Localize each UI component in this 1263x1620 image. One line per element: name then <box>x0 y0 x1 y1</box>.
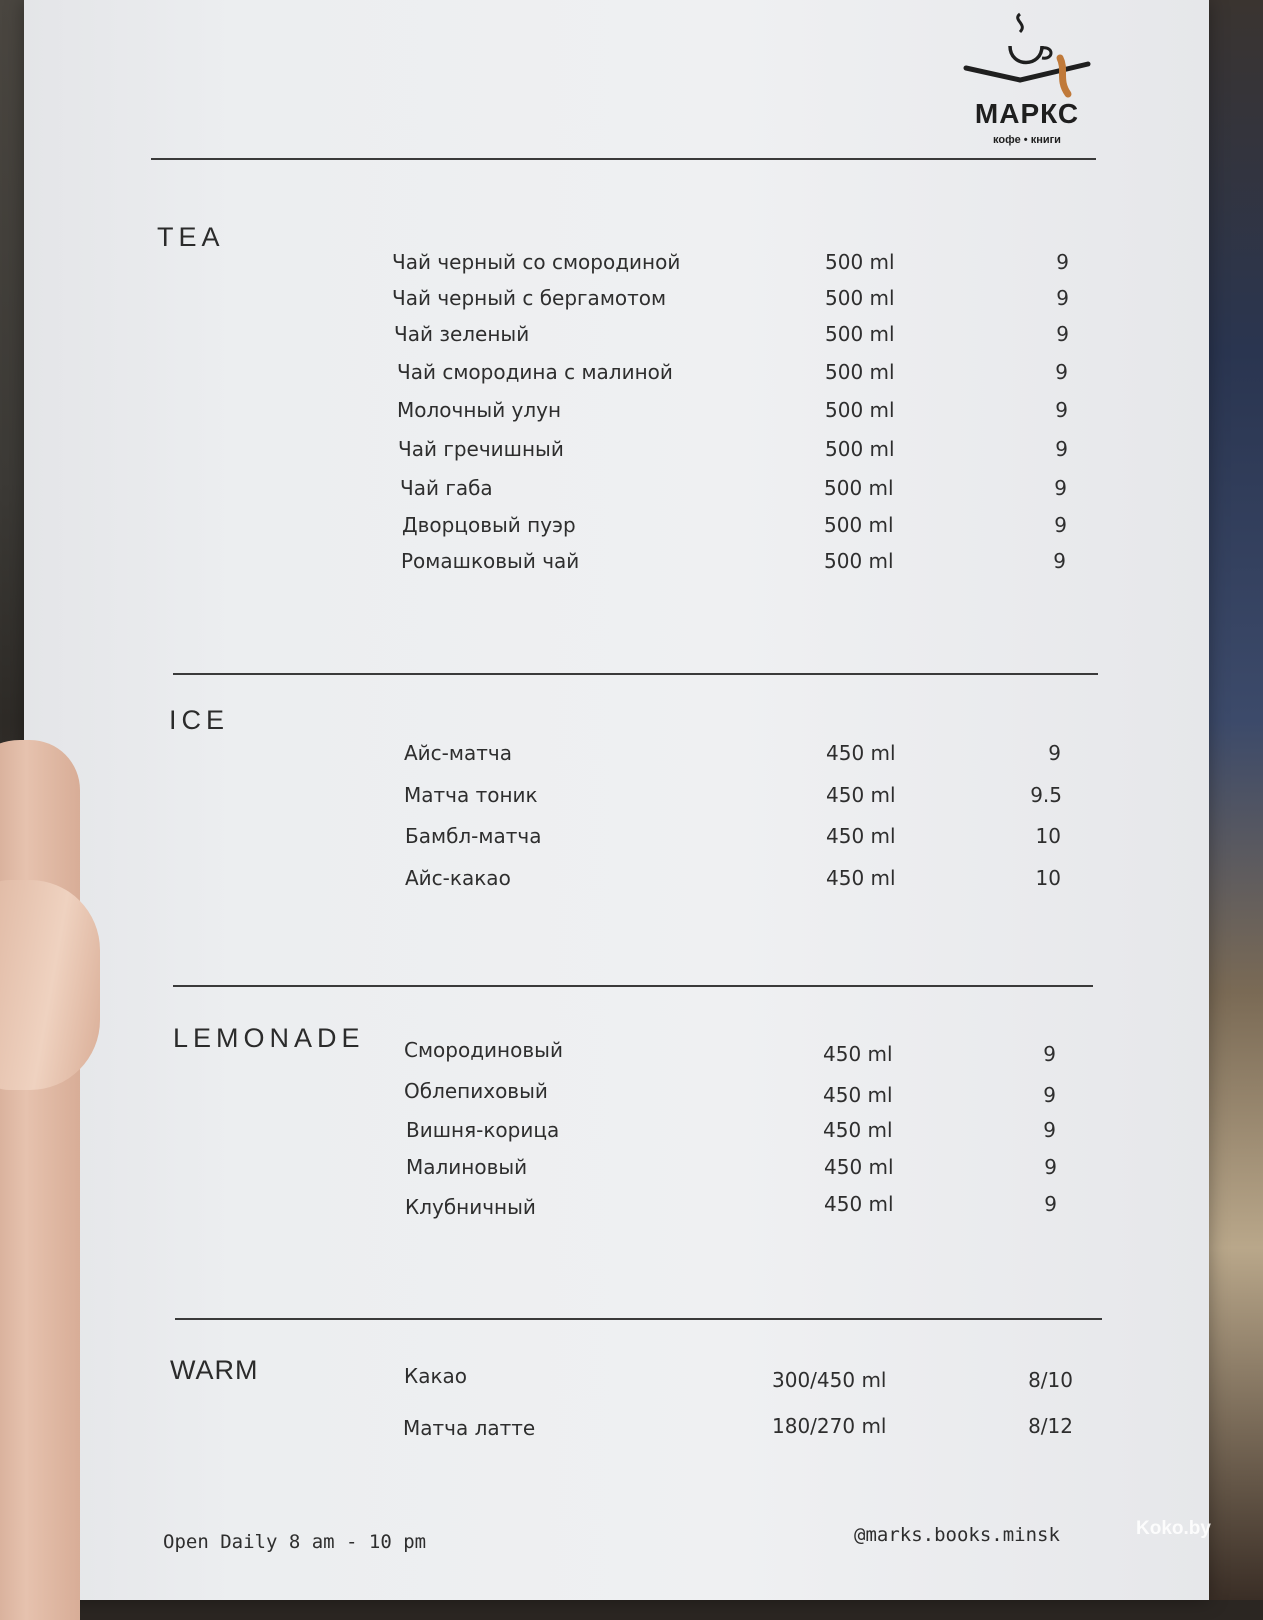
item-price: 9 <box>1056 250 1069 274</box>
item-name: Чай смородина с малиной <box>397 360 673 384</box>
list-item <box>24 1192 1209 1231</box>
divider <box>173 673 1098 675</box>
item-name: Смородиновый <box>404 1038 563 1062</box>
cup-icon <box>962 8 1102 103</box>
item-price: 9 <box>1055 360 1068 384</box>
item-price: 9 <box>1043 1042 1056 1066</box>
item-name: Облепиховый <box>404 1079 548 1103</box>
list-item <box>24 1416 1209 1452</box>
opening-hours: Open Daily 8 am - 10 pm <box>163 1531 427 1553</box>
list-item <box>24 824 1209 860</box>
item-name: Чай гречишный <box>398 437 564 461</box>
item-price: 9 <box>1044 1192 1057 1216</box>
brand-name: МАРКС <box>974 98 1080 129</box>
list-item <box>24 286 1209 322</box>
item-volume: 450 ml <box>826 866 896 890</box>
item-price: 9 <box>1053 549 1066 573</box>
item-name: Матча тоник <box>404 783 538 807</box>
item-name: Чай зеленый <box>394 322 530 346</box>
brand-tagline: кофе • книги <box>993 134 1061 146</box>
item-price: 9 <box>1054 513 1067 537</box>
item-volume: 500 ml <box>825 437 895 461</box>
item-volume: 450 ml <box>823 1118 893 1142</box>
item-volume: 500 ml <box>825 250 895 274</box>
item-name: Чай габа <box>400 476 493 500</box>
section-title-warm: WARM <box>170 1355 259 1385</box>
item-volume: 450 ml <box>826 741 896 765</box>
item-price: 9 <box>1056 286 1069 310</box>
item-name: Вишня-корица <box>406 1118 560 1142</box>
watermark: Koko.by <box>1136 1518 1211 1539</box>
item-volume: 500 ml <box>825 360 895 384</box>
item-volume: 500 ml <box>825 286 895 310</box>
item-price: 10 <box>1035 824 1061 848</box>
item-volume: 500 ml <box>824 513 894 537</box>
item-price: 8/12 <box>1028 1414 1073 1438</box>
item-price: 9 <box>1056 322 1069 346</box>
list-item <box>24 322 1209 358</box>
item-price: 9 <box>1054 476 1067 500</box>
item-name: Айс-какао <box>405 866 511 890</box>
item-volume: 500 ml <box>825 398 895 422</box>
item-name: Чай черный с бергамотом <box>392 286 667 310</box>
section-title-lemonade: LEMONADE <box>173 1023 365 1053</box>
item-price: 9 <box>1055 437 1068 461</box>
list-item <box>24 866 1209 902</box>
list-item <box>24 360 1209 396</box>
item-name: Молочный улун <box>397 398 562 422</box>
item-price: 9.5 <box>1030 783 1062 807</box>
section-title-ice: ICE <box>169 705 230 735</box>
menu-sheet <box>24 0 1209 1600</box>
list-item <box>24 783 1209 819</box>
divider <box>175 1318 1102 1320</box>
item-price: 9 <box>1044 1155 1057 1179</box>
item-volume: 450 ml <box>823 1042 893 1066</box>
list-item <box>24 1079 1209 1115</box>
hand <box>0 740 80 1620</box>
item-volume: 450 ml <box>826 824 896 848</box>
item-volume: 500 ml <box>824 476 894 500</box>
list-item <box>24 741 1209 777</box>
item-name: Бамбл-матча <box>405 824 542 848</box>
list-item <box>24 398 1209 434</box>
item-name: Матча латте <box>403 1416 536 1440</box>
item-name: Айс-матча <box>404 741 512 765</box>
item-volume: 180/270 ml <box>772 1414 887 1438</box>
list-item <box>24 1155 1209 1191</box>
instagram-handle: @marks.books.minsk <box>854 1524 1060 1546</box>
list-item <box>24 513 1209 549</box>
list-item <box>24 1038 1209 1074</box>
list-item <box>24 437 1209 473</box>
item-price: 9 <box>1055 398 1068 422</box>
item-name: Клубничный <box>405 1195 536 1219</box>
item-name: Малиновый <box>406 1155 528 1179</box>
item-volume: 300/450 ml <box>772 1368 887 1392</box>
item-price: 9 <box>1048 741 1061 765</box>
divider <box>173 985 1093 987</box>
item-volume: 450 ml <box>824 1155 894 1179</box>
item-name: Ромашковый чай <box>401 549 580 573</box>
list-item <box>24 476 1209 512</box>
item-price: 8/10 <box>1028 1368 1073 1392</box>
list-item <box>24 1118 1209 1154</box>
item-price: 10 <box>1035 866 1061 890</box>
item-volume: 450 ml <box>824 1192 894 1216</box>
divider <box>151 158 1096 160</box>
item-volume: 450 ml <box>826 783 896 807</box>
item-volume: 450 ml <box>823 1083 893 1107</box>
brand-logo <box>962 8 1102 153</box>
item-volume: 500 ml <box>824 549 894 573</box>
item-name: Какао <box>404 1364 468 1388</box>
item-name: Дворцовый пуэр <box>402 513 576 537</box>
item-price: 9 <box>1043 1118 1056 1142</box>
list-item <box>24 1364 1209 1400</box>
item-name: Чай черный со смородиной <box>392 250 681 274</box>
thumb <box>0 880 100 1090</box>
section-title-tea: TEA <box>157 222 225 252</box>
list-item <box>24 250 1209 286</box>
item-volume: 500 ml <box>825 322 895 346</box>
list-item <box>24 549 1209 585</box>
item-price: 9 <box>1043 1083 1056 1107</box>
